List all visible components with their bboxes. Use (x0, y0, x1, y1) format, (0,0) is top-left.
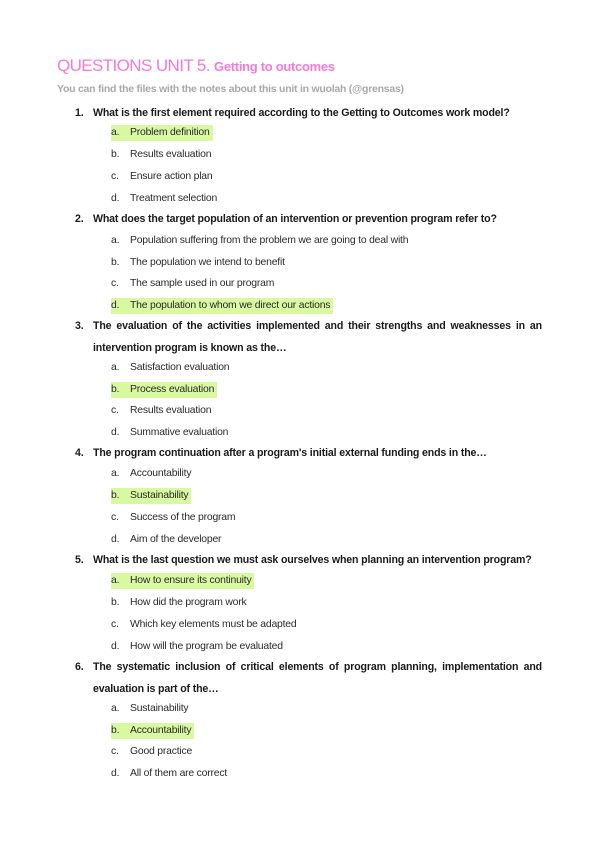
question-1 (75, 103, 542, 125)
question-text: The evaluation of the activities implemented and their strengths and weaknesses in an intervention program is known as the… (93, 320, 542, 354)
option-5b[interactable] (111, 595, 246, 611)
question-4 (75, 443, 542, 465)
option-4a[interactable] (111, 466, 191, 482)
option-3a[interactable] (111, 360, 229, 376)
option-letter: d. (111, 427, 120, 438)
option-text: Summative evaluation (130, 427, 229, 438)
option-text: Aim of the developer (130, 534, 222, 545)
option-letter: d. (111, 641, 120, 652)
option-letter: d. (111, 534, 120, 545)
option-4d[interactable] (111, 532, 221, 548)
question-2 (75, 209, 542, 231)
option-text: Good practice (130, 746, 193, 757)
option-letter: b. (111, 257, 120, 268)
option-letter: d. (111, 300, 120, 311)
option-text: Results evaluation (130, 405, 212, 416)
question-3 (75, 316, 542, 359)
option-text: Problem definition (130, 127, 210, 138)
question-text: What does the target population of an intervention or prevention program refer to? (93, 213, 497, 225)
option-letter: d. (111, 193, 120, 204)
option-4b[interactable] (111, 488, 191, 504)
option-1d[interactable] (111, 191, 217, 207)
option-2a[interactable] (111, 233, 408, 249)
title-main: QUESTIONS UNIT 5. (57, 56, 210, 75)
option-letter: a. (111, 235, 120, 246)
option-4c[interactable] (111, 510, 235, 526)
option-text: Accountability (130, 468, 192, 479)
option-5a[interactable] (111, 573, 254, 589)
option-2c[interactable] (111, 276, 274, 292)
option-1a[interactable] (111, 125, 213, 141)
option-letter: b. (111, 597, 120, 608)
option-text: Population suffering from the problem we are going to deal with (130, 235, 409, 246)
option-1b[interactable] (111, 147, 211, 163)
option-letter: c. (111, 619, 119, 630)
option-letter: c. (111, 278, 119, 289)
option-3c[interactable] (111, 403, 211, 419)
option-letter: b. (111, 384, 120, 395)
option-text: The population to whom we direct our actions (130, 300, 331, 311)
question-number: 1. (75, 107, 84, 119)
option-2d[interactable] (111, 298, 333, 314)
option-3b[interactable] (111, 382, 217, 398)
option-letter: a. (111, 362, 120, 373)
option-letter: b. (111, 490, 120, 501)
option-letter: a. (111, 468, 120, 479)
option-letter: b. (111, 149, 120, 160)
option-5c[interactable] (111, 617, 296, 633)
option-1c[interactable] (111, 169, 212, 185)
option-text: Process evaluation (130, 384, 215, 395)
question-text: What is the last question we must ask ourselves when planning an intervention program? (93, 554, 532, 566)
option-3d[interactable] (111, 425, 228, 441)
option-text: Treatment selection (130, 193, 218, 204)
option-text: All of them are correct (130, 768, 228, 779)
option-letter: c. (111, 512, 119, 523)
question-number: 6. (75, 661, 84, 673)
option-text: Satisfaction evaluation (130, 362, 230, 373)
option-text: How will the program be evaluated (130, 641, 283, 652)
option-text: The population we intend to benefit (130, 257, 285, 268)
question-number: 5. (75, 554, 84, 566)
option-text: Sustainability (130, 490, 189, 501)
option-letter: a. (111, 575, 120, 586)
title-sub: Getting to outcomes (214, 59, 335, 74)
option-text: Success of the program (130, 512, 236, 523)
question-5 (75, 550, 542, 572)
option-letter: a. (111, 703, 120, 714)
question-number: 4. (75, 447, 84, 459)
question-number: 3. (75, 320, 84, 332)
option-text: Accountability (130, 725, 192, 736)
option-6c[interactable] (111, 744, 192, 760)
question-number: 2. (75, 213, 84, 225)
option-6d[interactable] (111, 766, 227, 782)
option-text: How to ensure its continuity (130, 575, 252, 586)
option-6a[interactable] (111, 701, 188, 717)
question-text: The systematic inclusion of critical elements of program planning, implementation and evaluation is part of the… (93, 661, 542, 695)
question-text: What is the first element required according to the Getting to Outcomes work model? (93, 107, 510, 119)
option-6b[interactable] (111, 723, 194, 739)
option-letter: b. (111, 725, 120, 736)
option-2b[interactable] (111, 255, 285, 271)
option-text: The sample used in our program (130, 278, 275, 289)
page-title (57, 56, 335, 76)
option-5d[interactable] (111, 639, 283, 655)
option-text: Results evaluation (130, 149, 212, 160)
option-letter: c. (111, 171, 119, 182)
option-letter: c. (111, 746, 119, 757)
option-text: How did the program work (130, 597, 247, 608)
option-letter: c. (111, 405, 119, 416)
question-text: The program continuation after a program's initial external funding ends in the… (93, 447, 487, 459)
option-letter: d. (111, 768, 120, 779)
option-text: Ensure action plan (130, 171, 213, 182)
question-6 (75, 657, 542, 700)
page-subtitle: You can find the files with the notes about this unit in wuolah (@grensas) (57, 83, 404, 95)
option-text: Sustainability (130, 703, 189, 714)
option-letter: a. (111, 127, 120, 138)
option-text: Which key elements must be adapted (130, 619, 297, 630)
